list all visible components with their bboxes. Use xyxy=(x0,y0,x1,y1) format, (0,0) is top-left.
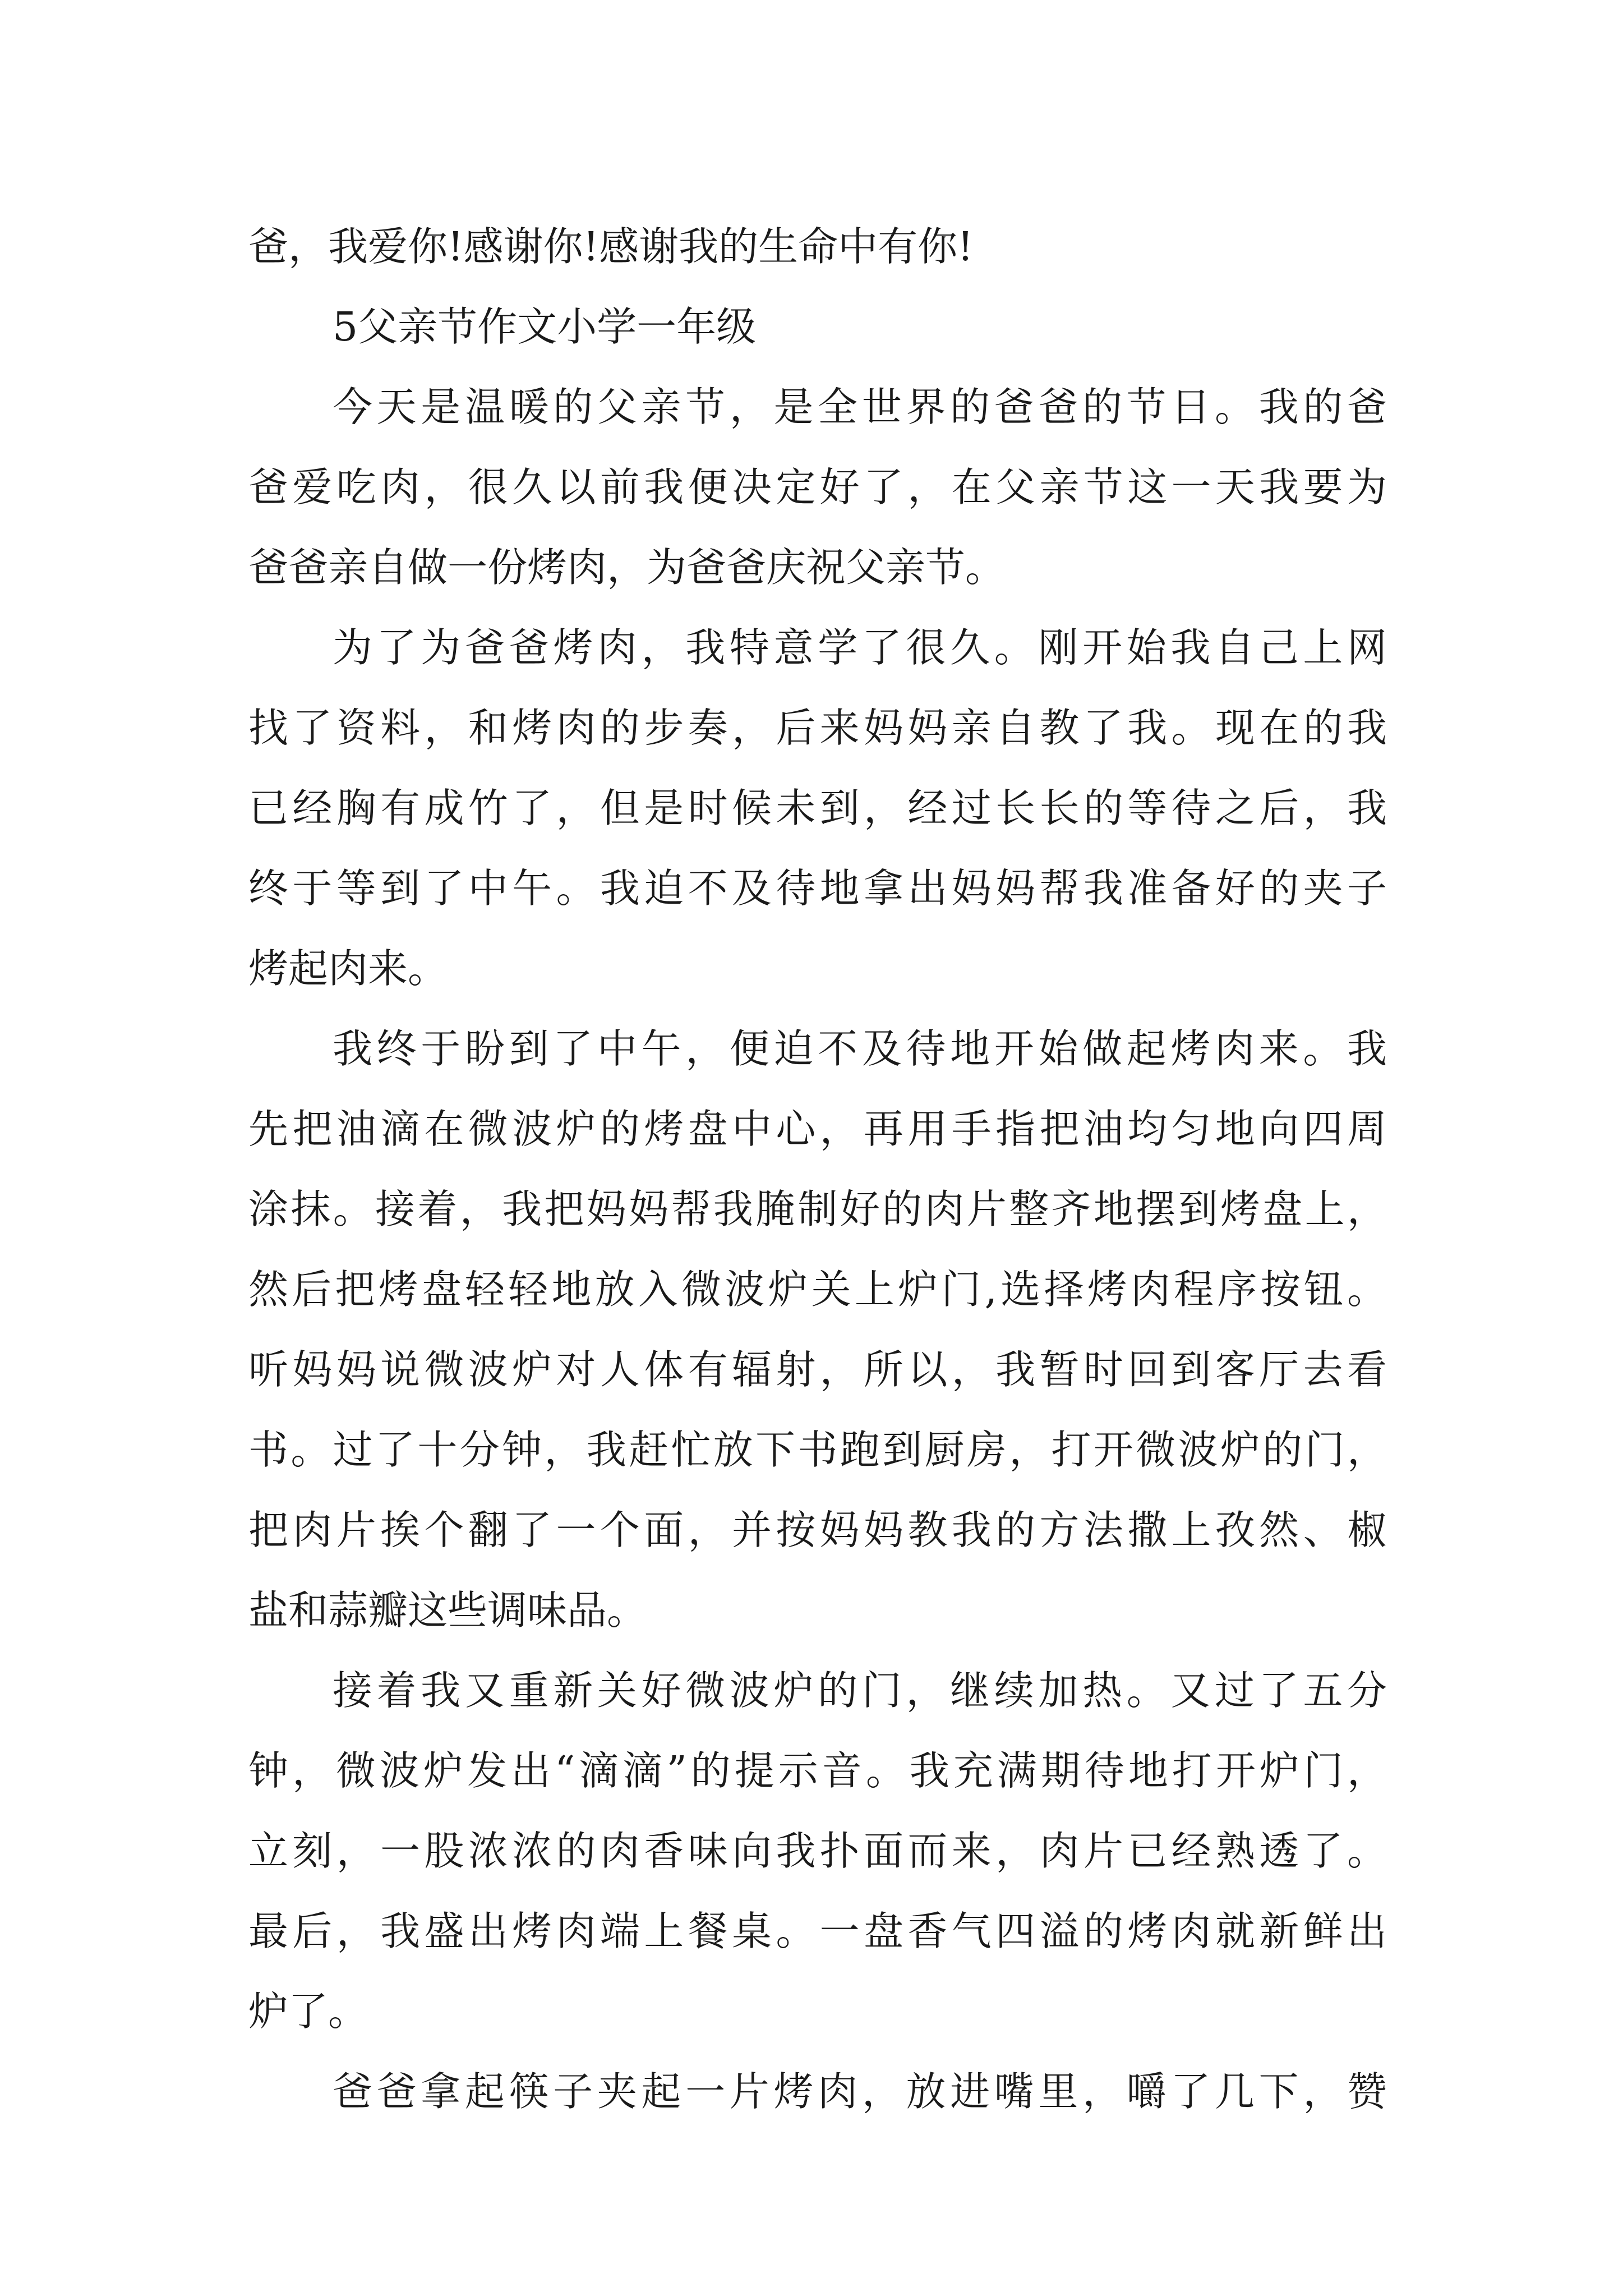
section-heading: 5父亲节作文小学一年级 xyxy=(333,303,757,350)
text-line: 书。过了十分钟，我赶忙放下书跑到厨房，打开微波炉的门， xyxy=(248,1427,1387,1473)
text-line: 已经胸有成竹了，但是时候未到，经过长长的等待之后，我 xyxy=(248,785,1387,831)
text-line: 钟，微波炉发出“滴滴”的提示音。我充满期待地打开炉门， xyxy=(248,1747,1387,1794)
paragraph-first-line: 接着我又重新关好微波炉的门，继续加热。又过了五分 xyxy=(333,1667,1387,1714)
paragraph-first-line: 为了为爸爸烤肉，我特意学了很久。刚开始我自己上网 xyxy=(333,624,1387,671)
text-line: 涂抹。接着，我把妈妈帮我腌制好的肉片整齐地摆到烤盘上， xyxy=(248,1186,1387,1232)
paragraph-first-line: 我终于盼到了中午，便迫不及待地开始做起烤肉来。我 xyxy=(333,1025,1387,1072)
document-body xyxy=(248,206,1387,2132)
text-line: 炉了。 xyxy=(248,1988,368,2035)
paragraph-first-line: 爸爸拿起筷子夹起一片烤肉，放进嘴里，嚼了几下，赞 xyxy=(333,2068,1387,2115)
text-line: 盐和蒜瓣这些调味品。 xyxy=(248,1587,647,1634)
text-line: 烤起肉来。 xyxy=(248,945,448,992)
text-line: 终于等到了中午。我迫不及待地拿出妈妈帮我准备好的夹子 xyxy=(248,865,1387,912)
text-line: 找了资料，和烤肉的步奏，后来妈妈亲自教了我。现在的我 xyxy=(248,705,1387,751)
text-line: 先把油滴在微波炉的烤盘中心，再用手指把油均匀地向四周 xyxy=(248,1106,1387,1152)
text-line: 爸爱吃肉，很久以前我便决定好了，在父亲节这一天我要为 xyxy=(248,464,1387,510)
text-line: 立刻，一股浓浓的肉香味向我扑面而来，肉片已经熟透了。 xyxy=(248,1828,1387,1874)
text-line: 把肉片挨个翻了一个面，并按妈妈教我的方法撒上孜然、椒 xyxy=(248,1507,1387,1553)
text-line: 然后把烤盘轻轻地放入微波炉关上炉门,选择烤肉程序按钮。 xyxy=(248,1266,1387,1313)
text-line: 听妈妈说微波炉对人体有辐射，所以，我暂时回到客厅去看 xyxy=(248,1346,1387,1393)
paragraph-first-line: 今天是温暖的父亲节，是全世界的爸爸的节日。我的爸 xyxy=(333,384,1387,430)
text-line: 爸，我爱你!感谢你!感谢我的生命中有你! xyxy=(248,223,974,270)
text-line: 爸爸亲自做一份烤肉，为爸爸庆祝父亲节。 xyxy=(248,544,1006,591)
text-line: 最后，我盛出烤肉端上餐桌。一盘香气四溢的烤肉就新鲜出 xyxy=(248,1908,1387,1954)
